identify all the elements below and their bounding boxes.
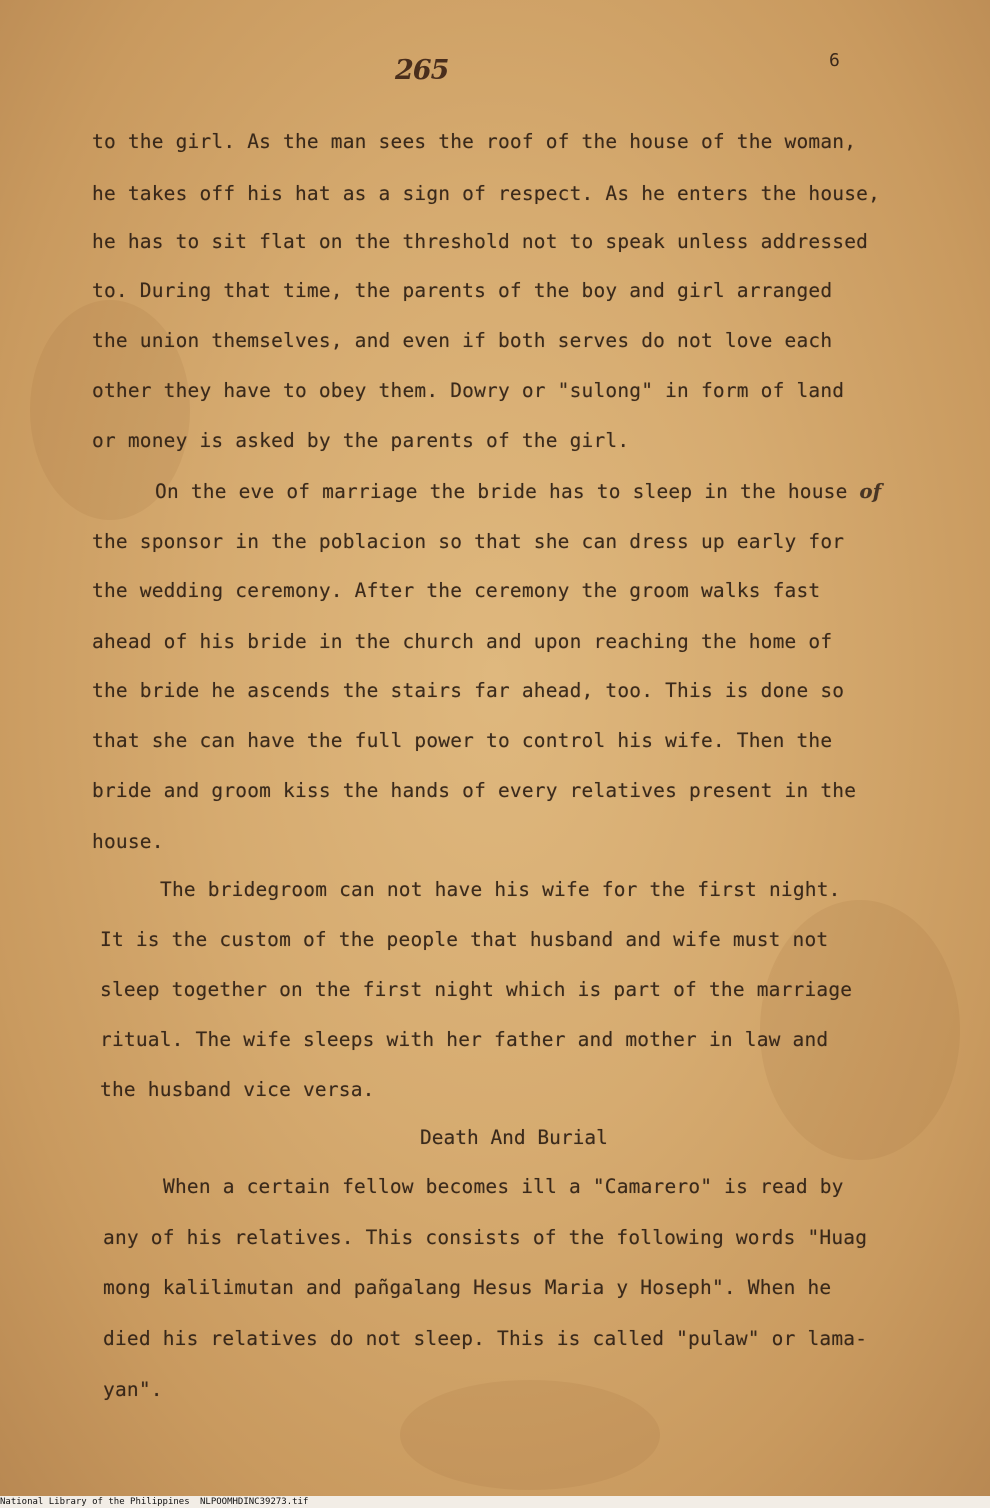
text-line: ahead of his bride in the church and upon reaching the home of bbox=[92, 630, 833, 653]
text-line: the bride he ascends the stairs far ahead, too. This is done so bbox=[92, 679, 845, 702]
text-line: ritual. The wife sleeps with her father and mother in law and bbox=[100, 1028, 829, 1051]
footer-institution: National Library of the Philippines bbox=[0, 1497, 190, 1507]
text-line: mong kalilimutan and pañgalang Hesus Maria y Hoseph". When he bbox=[103, 1276, 832, 1299]
text-line: or money is asked by the parents of the girl. bbox=[92, 429, 630, 452]
text-line: yan". bbox=[103, 1378, 163, 1401]
scan-footer bbox=[0, 1496, 990, 1508]
text-line: sleep together on the first night which is part of the marriage bbox=[100, 978, 853, 1001]
handwritten-insert: of bbox=[859, 480, 882, 503]
text-line: the sponsor in the poblacion so that she can dress up early for bbox=[92, 530, 845, 553]
text-line: any of his relatives. This consists of the following words "Huag bbox=[103, 1226, 868, 1249]
handwritten-page-number: 265 bbox=[395, 55, 449, 86]
text-line: the husband vice versa. bbox=[100, 1078, 375, 1101]
text-line: house. bbox=[92, 830, 164, 853]
footer-file-id: NLPOOMHDINC39273.tif bbox=[200, 1497, 309, 1507]
text-line: the union themselves, and even if both serves do not love each bbox=[92, 329, 833, 352]
typed-page-number: 6 bbox=[829, 50, 840, 71]
text-line: When a certain fellow becomes ill a "Camarero" is read by bbox=[163, 1175, 844, 1198]
text-line bbox=[155, 480, 881, 503]
text-line: that she can have the full power to control his wife. Then the bbox=[92, 729, 833, 752]
text-line: It is the custom of the people that husband and wife must not bbox=[100, 928, 829, 951]
section-heading: Death And Burial bbox=[420, 1126, 608, 1149]
text-line: he takes off his hat as a sign of respect. As he enters the house, bbox=[92, 182, 881, 205]
text-line: died his relatives do not sleep. This is called "pulaw" or lama- bbox=[103, 1327, 868, 1350]
text-line: to the girl. As the man sees the roof of the house of the woman, bbox=[92, 130, 857, 153]
text-line: the wedding ceremony. After the ceremony the groom walks fast bbox=[92, 579, 821, 602]
text-line: bride and groom kiss the hands of every relatives present in the bbox=[92, 779, 857, 802]
text-line: other they have to obey them. Dowry or "sulong" in form of land bbox=[92, 379, 845, 402]
text-line: The bridegroom can not have his wife for the first night. bbox=[160, 878, 841, 901]
text-line: to. During that time, the parents of the boy and girl arranged bbox=[92, 279, 833, 302]
text-line: he has to sit flat on the threshold not to speak unless addressed bbox=[92, 230, 869, 253]
text-line-body: On the eve of marriage the bride has to sleep in the house bbox=[155, 480, 848, 503]
paper-stain bbox=[400, 1380, 660, 1490]
